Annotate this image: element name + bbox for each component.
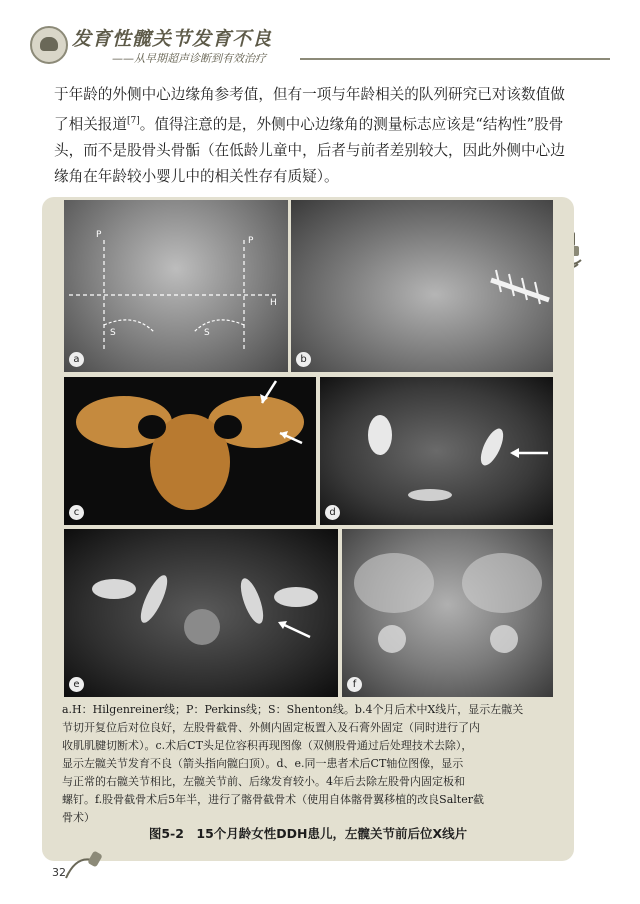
shenton-marker: S xyxy=(204,328,210,338)
figure-caption xyxy=(62,701,556,827)
caption-line: 螺钉。f.股骨截骨术后5年半，进行了髂骨截骨术（使用自体髂骨翼移植的改良Salter截 xyxy=(62,793,484,806)
body-line: 缘角在年龄较小婴儿中的相关性存有质疑）。 xyxy=(54,167,339,185)
panel-label: f xyxy=(347,677,362,692)
body-paragraph xyxy=(54,82,600,190)
panel-label: b xyxy=(296,352,311,367)
caption-line: 与正常的右髋关节相比，左髋关节前、后缘发育较小。4年后去除左股骨内固定板和 xyxy=(62,775,465,788)
body-line: 于年龄的外侧中心边缘角参考值，但有一项与年龄相关的队列研究已对该数值做 xyxy=(54,86,565,103)
hip-render xyxy=(64,529,338,697)
shenton-marker: S xyxy=(110,328,116,338)
caption-line: 显示左髋关节发育不良（箭头指向髋臼顶）。d、e.同一患者术后CT轴位图像，显示 xyxy=(62,757,464,770)
ct-axial-image-d xyxy=(320,377,553,525)
citation-ref: [7] xyxy=(126,116,140,126)
book-logo-icon xyxy=(30,26,68,64)
ct-3d-image-c xyxy=(64,377,316,525)
perkins-marker: P xyxy=(96,230,102,240)
xray-image-f xyxy=(342,529,553,697)
body-text: 。值得注意的是，外侧中心边缘角的测量标志应该是“结构性”股骨 xyxy=(139,115,564,133)
panel-label: d xyxy=(325,505,340,520)
panel-label: e xyxy=(69,677,84,692)
caption-line: 节切开复位后对位良好，左股骨截骨、外侧内固定板置入及石膏外固定（同时进行了内 xyxy=(62,721,480,734)
perkins-marker: P xyxy=(248,236,254,246)
panel-label: a xyxy=(69,352,84,367)
hilgenreiner-marker: H xyxy=(270,298,277,308)
book-subtitle: ——从早期超声诊断到有效治疗 xyxy=(112,52,266,65)
ct-axial-image-e xyxy=(64,529,338,697)
header-divider xyxy=(300,58,610,60)
body-text: 了相关报道 xyxy=(54,115,127,133)
xray-image-b xyxy=(291,200,553,372)
caption-line: 骨术） xyxy=(62,811,95,824)
book-title: 发育性髋关节发育不良 xyxy=(72,28,273,50)
page-number: 32 xyxy=(52,866,66,879)
body-line xyxy=(54,108,600,138)
probe-cord-icon xyxy=(64,846,104,880)
body-line: 头，而不是股骨头骨骺（在低龄儿童中，后者与前者差别较大，因此外侧中心边 xyxy=(54,141,565,159)
caption-line: a.H：Hilgenreiner线；P：Perkins线；S：Shenton线。b.4个月后术中X线片，显示左髋关 xyxy=(62,703,524,716)
pelvis-render xyxy=(64,377,316,525)
fixation-plate-icon xyxy=(291,200,553,372)
running-header xyxy=(0,0,640,80)
pelvis-xray-render xyxy=(342,529,553,697)
caption-line: 收肌肌腱切断术）。c.术后CT头足位容积再现图像（双侧股骨通过后处理技术去除）， xyxy=(62,739,473,752)
figure-title: 图5-2 15个月龄女性DDH患儿，左髋关节前后位X线片 xyxy=(148,826,468,841)
measurement-lines xyxy=(64,200,288,372)
panel-label: c xyxy=(69,505,84,520)
acetabulum-render xyxy=(320,377,553,525)
xray-image-a xyxy=(64,200,288,372)
